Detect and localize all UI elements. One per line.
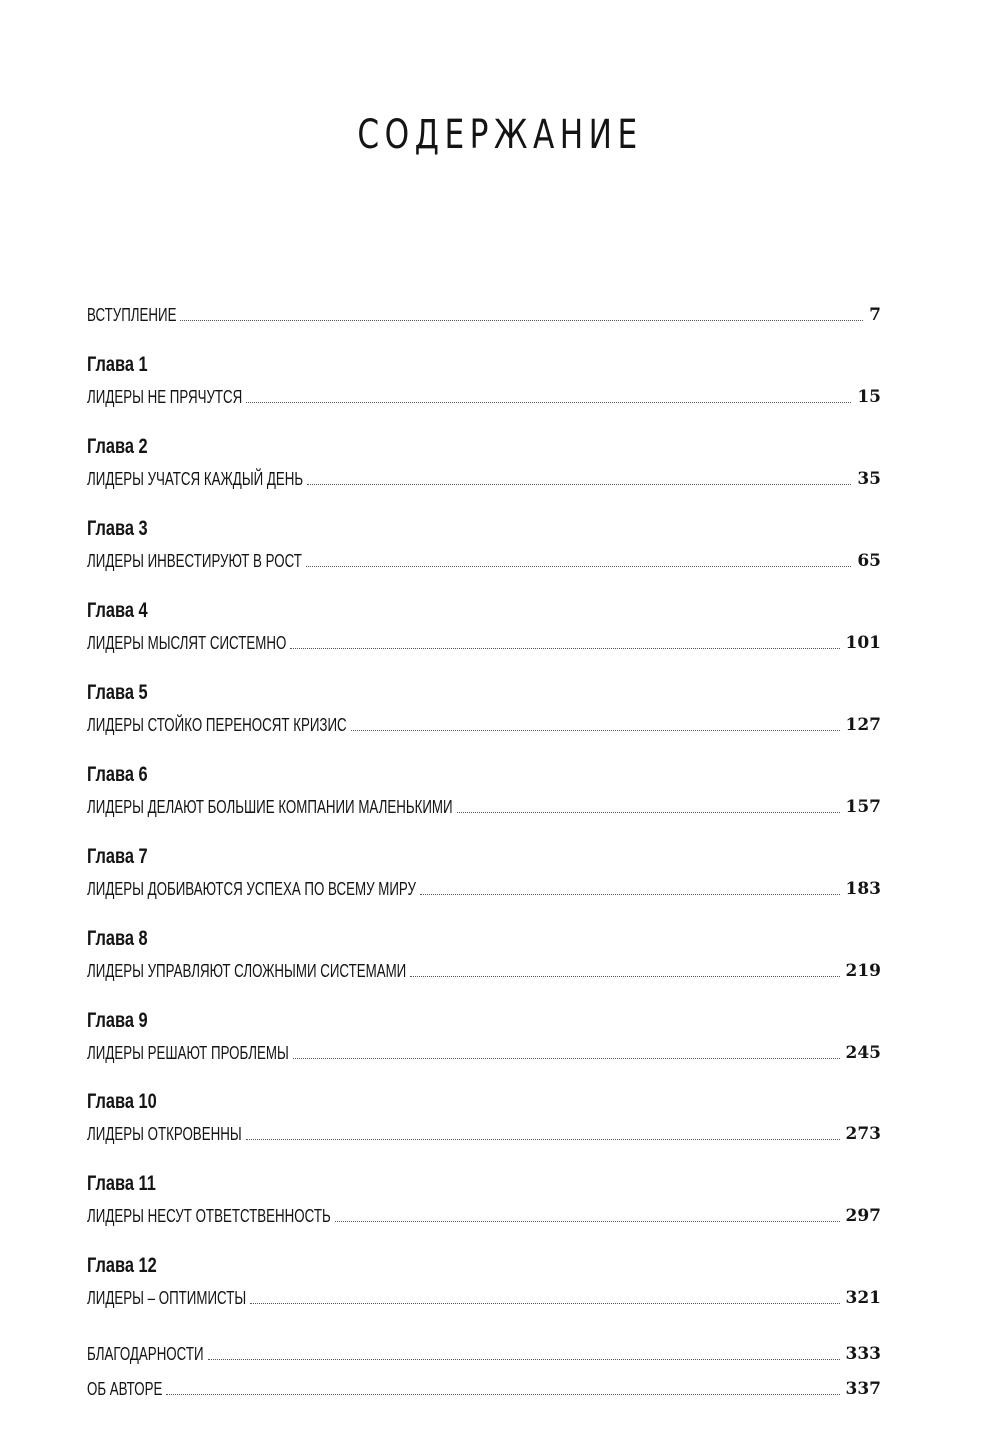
page-number: 337 [845, 1379, 881, 1399]
dot-leader [180, 319, 863, 321]
entry-title: ЛИДЕРЫ МЫСЛЯТ СИСТЕМНО [87, 633, 287, 653]
toc-entry-chapter-5[interactable] [87, 712, 881, 736]
toc-entry-chapter-9[interactable] [87, 1040, 881, 1064]
page-number: 273 [845, 1124, 881, 1144]
entry-title: ЛИДЕРЫ УЧАТСЯ КАЖДЫЙ ДЕНЬ [87, 469, 304, 489]
dot-leader [457, 811, 840, 813]
page-number: 321 [845, 1288, 881, 1308]
entry-title: ЛИДЕРЫ РЕШАЮТ ПРОБЛЕМЫ [87, 1043, 289, 1063]
toc-entry-chapter-12[interactable] [87, 1285, 881, 1309]
page-number: 333 [845, 1344, 881, 1364]
dot-leader [335, 1220, 840, 1222]
chapter-label: Глава 11 [87, 1172, 156, 1195]
dot-leader [246, 401, 851, 403]
chapter-label: Глава 9 [87, 1009, 148, 1032]
chapter-label: Глава 2 [87, 435, 148, 458]
toc-entry-chapter-4[interactable] [87, 630, 881, 654]
toc-entry-chapter-3[interactable] [87, 548, 881, 572]
page-number: 101 [845, 633, 881, 653]
chapter-label: Глава 1 [87, 353, 148, 376]
page-number: 245 [845, 1043, 881, 1063]
entry-title: ЛИДЕРЫ ИНВЕСТИРУЮТ В РОСТ [87, 551, 302, 571]
toc-entry-chapter-11[interactable] [87, 1203, 881, 1227]
page-number: 35 [857, 469, 881, 489]
page-number: 7 [869, 305, 881, 325]
dot-leader [166, 1393, 839, 1395]
toc-entry-chapter-6[interactable] [87, 794, 881, 818]
chapter-label: Глава 6 [87, 763, 148, 786]
page-number: 219 [845, 961, 881, 981]
chapter-label: Глава 8 [87, 927, 148, 950]
dot-leader [410, 975, 839, 977]
entry-title: ЛИДЕРЫ ДОБИВАЮТСЯ УСПЕХА ПО ВСЕМУ МИРУ [87, 879, 416, 899]
dot-leader [306, 565, 851, 567]
page-title: СОДЕРЖАНИЕ [357, 112, 643, 158]
toc-entry-chapter-7[interactable] [87, 876, 881, 900]
dot-leader [420, 893, 840, 895]
page-number: 127 [845, 715, 881, 735]
dot-leader [307, 483, 851, 485]
toc-entry-acknowledgements[interactable] [87, 1341, 881, 1365]
entry-title: ЛИДЕРЫ ДЕЛАЮТ БОЛЬШИЕ КОМПАНИИ МАЛЕНЬКИМИ [87, 797, 453, 817]
dot-leader [290, 647, 839, 649]
entry-title: ЛИДЕРЫ ОТКРОВЕННЫ [87, 1124, 242, 1144]
entry-title: ЛИДЕРЫ НЕ ПРЯЧУТСЯ [87, 387, 243, 407]
dot-leader [293, 1057, 840, 1059]
dot-leader [246, 1138, 840, 1140]
dot-leader [208, 1358, 840, 1360]
toc-entry-intro[interactable] [87, 302, 881, 326]
page-number: 157 [845, 797, 881, 817]
page-number: 183 [845, 879, 881, 899]
toc-entry-chapter-2[interactable] [87, 466, 881, 490]
toc-entry-chapter-1[interactable] [87, 384, 881, 408]
page-number: 65 [857, 551, 881, 571]
chapter-label: Глава 5 [87, 681, 148, 704]
chapter-label: Глава 12 [87, 1254, 157, 1277]
page-number: 297 [845, 1206, 881, 1226]
entry-title: ВСТУПЛЕНИЕ [87, 305, 177, 325]
entry-title: ЛИДЕРЫ НЕСУТ ОТВЕТСТВЕННОСТЬ [87, 1206, 331, 1226]
dot-leader [351, 729, 840, 731]
toc-entry-chapter-8[interactable] [87, 958, 881, 982]
entry-title: ОБ АВТОРЕ [87, 1379, 163, 1399]
chapter-label: Глава 3 [87, 517, 148, 540]
chapter-label: Глава 4 [87, 599, 148, 622]
toc-entry-about-author[interactable] [87, 1376, 881, 1400]
dot-leader [250, 1302, 839, 1304]
entry-title: БЛАГОДАРНОСТИ [87, 1344, 204, 1364]
toc-entry-chapter-10[interactable] [87, 1121, 881, 1145]
entry-title: ЛИДЕРЫ – ОПТИМИСТЫ [87, 1288, 247, 1308]
entry-title: ЛИДЕРЫ УПРАВЛЯЮТ СЛОЖНЫМИ СИСТЕМАМИ [87, 961, 407, 981]
chapter-label: Глава 7 [87, 845, 148, 868]
entry-title: ЛИДЕРЫ СТОЙКО ПЕРЕНОСЯТ КРИЗИС [87, 715, 347, 735]
chapter-label: Глава 10 [87, 1090, 157, 1113]
page-number: 15 [857, 387, 881, 407]
